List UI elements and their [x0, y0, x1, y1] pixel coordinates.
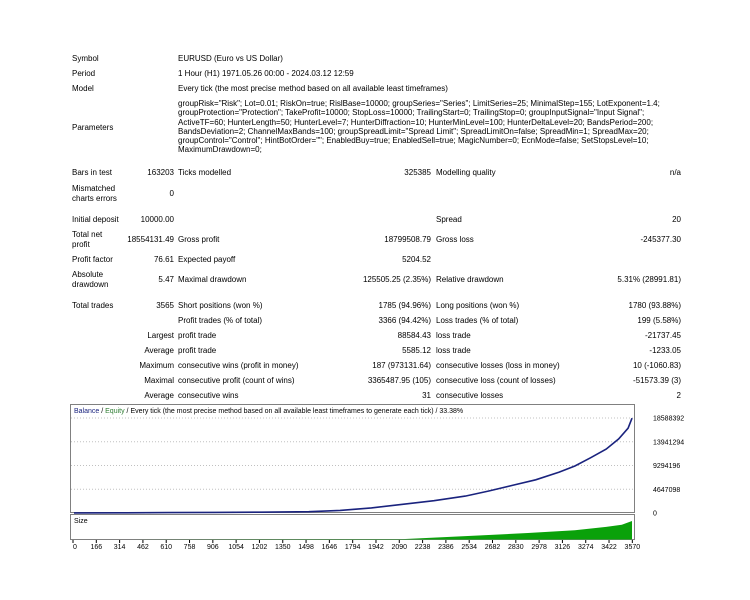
netprofit-value: 18554131.49: [127, 235, 174, 244]
mxl-cl-label: consecutive loss (count of losses): [436, 376, 556, 385]
period-value: 1 Hour (H1) 1971.05.26 00:00 - 2024.03.12 12:59: [178, 69, 354, 78]
reldd-value: 5.31% (28991.81): [617, 275, 681, 284]
netprofit-label-2: profit: [72, 240, 90, 249]
reldd-label: Relative drawdown: [436, 275, 504, 284]
average-pt-value: 5585.12: [402, 346, 431, 355]
parameters-line: groupControl="Control"; HintBotOrder=""; EnabledBuy=true; EnabledSell=true; MagicNumber=0; EcnMode=false; SetStopsLevel=10;: [178, 136, 649, 146]
period-label: Period: [72, 69, 96, 78]
average-label: Average: [144, 346, 174, 355]
ltrades-label: Loss trades (% of total): [436, 316, 519, 325]
x-tick-label: 758: [183, 544, 196, 551]
average-consecutive-label: Average: [144, 391, 174, 400]
long-value: 1780 (93.88%): [628, 301, 681, 310]
largest-lt-value: -21737.45: [644, 331, 681, 340]
bars-value: 163203: [147, 168, 174, 177]
parameters-label: Parameters: [72, 123, 114, 132]
payoff-label: Expected payoff: [178, 255, 236, 264]
avg-cw-label: consecutive wins: [178, 391, 239, 400]
ticks-value: 325385: [404, 168, 431, 177]
x-tick-label: 1794: [344, 544, 361, 551]
x-tick-label: 2090: [391, 544, 408, 551]
grossloss-label: Gross loss: [436, 235, 474, 244]
spread-value: 20: [672, 215, 681, 224]
long-label: Long positions (won %): [436, 301, 520, 310]
max-cl-label: consecutive losses (loss in money): [436, 361, 560, 370]
maximal-label: Maximal: [144, 376, 174, 385]
ltrades-value: 199 (5.58%): [637, 316, 681, 325]
x-tick-label: 610: [160, 544, 173, 551]
maximum-label: Maximum: [139, 361, 174, 370]
x-tick-label: 2386: [438, 544, 454, 551]
mxl-cp-value: 3365487.95 (105): [367, 376, 431, 385]
model-label: Model: [72, 84, 94, 93]
legend-description: / Every tick (the most precise method based on all available least timeframes to generate each tick) / 33.38%: [124, 408, 464, 415]
chart-legend: [74, 408, 463, 415]
trades-label: Total trades: [72, 301, 114, 310]
maxdd-value: 125505.25 (2.35%): [362, 275, 431, 284]
x-tick-label: 166: [90, 544, 103, 551]
mxl-cl-value: -51573.39 (3): [632, 376, 681, 385]
largest-label: Largest: [147, 331, 174, 340]
avg-cw-value: 31: [422, 391, 431, 400]
deposit-value: 10000.00: [140, 215, 174, 224]
deposit-label: Initial deposit: [72, 215, 119, 224]
absdd-label-2: drawdown: [72, 280, 109, 289]
pf-value: 76.61: [153, 255, 174, 264]
short-value: 1785 (94.96%): [378, 301, 431, 310]
x-tick-label: 314: [113, 544, 126, 551]
x-tick-label: 3126: [554, 544, 571, 551]
parameters-line: ActiveTF=60; HunterLength=50; HunterLevel=7; HunterDiffraction=10; HunterMinLevel=100; HunterDeltaLevel=20; BandsPeriod=200;: [178, 117, 654, 127]
x-tick-label: 906: [206, 544, 219, 551]
parameters-value: [178, 99, 688, 155]
largest-lt-label: loss trade: [436, 331, 471, 340]
y-tick-label: 0: [653, 510, 657, 518]
x-tick-label: 2978: [531, 544, 547, 551]
absdd-label: Absolute: [72, 270, 104, 279]
x-tick-label: 2238: [414, 544, 431, 551]
legend-separator: /: [99, 408, 106, 415]
largest-pt-label: profit trade: [178, 331, 217, 340]
ticks-label: Ticks modelled: [178, 168, 232, 177]
grossprofit-value: 18799508.79: [384, 235, 431, 244]
y-tick-label: 18588392: [653, 415, 685, 423]
ptrades-value: 3366 (94.42%): [378, 316, 431, 325]
quality-label: Modelling quality: [436, 168, 496, 177]
x-tick-label: 1054: [228, 544, 244, 551]
x-tick-label: 2830: [508, 544, 524, 551]
spread-label: Spread: [436, 215, 462, 224]
y-tick-label: 9294196: [653, 463, 681, 470]
y-tick-label: 13941294: [653, 439, 685, 447]
legend-equity: Equity: [105, 408, 125, 415]
x-tick-label: 1350: [274, 544, 291, 551]
balance-equity-chart: [70, 404, 690, 556]
quality-value: n/a: [669, 168, 681, 177]
x-tick-label: 0: [73, 544, 77, 551]
parameters-line: groupProtection="Protection"; TakeProfit=10000; StopLoss=10000; TrailingStart=0; TrailingStop=0; groupInputSignal="Input Signal";: [178, 108, 645, 118]
main-plot-frame: [71, 405, 635, 513]
absdd-value: 5.47: [158, 275, 174, 284]
y-axis: [653, 416, 684, 518]
avg-cl-label: consecutive losses: [436, 391, 504, 400]
parameters-line: groupRisk="Risk"; Lot=0.01; RiskOn=true; RislBase=10000; groupSeries="Series"; LimitSeries=25; MinimalStep=155; LotExponent=1.4;: [178, 99, 660, 108]
payoff-value: 5204.52: [402, 255, 431, 264]
x-tick-label: 1498: [298, 544, 314, 551]
x-tick-label: 2534: [461, 544, 477, 551]
x-axis: [73, 540, 640, 551]
y-tick-label: 4647098: [653, 486, 681, 494]
maxdd-label: Maximal drawdown: [178, 275, 247, 284]
max-cw-value: 187 (973131.64): [372, 361, 431, 370]
legend-balance: Balance: [74, 408, 100, 415]
bars-label: Bars in test: [72, 168, 113, 177]
parameters-line: MaximumDrawdown=0;: [178, 145, 262, 155]
grossloss-value: -245377.30: [640, 235, 681, 244]
mismatch-label: Mismatched: [72, 184, 116, 193]
size-label: Size: [74, 518, 88, 525]
mxl-cp-label: consecutive profit (count of wins): [178, 376, 295, 385]
max-cl-value: 10 (-1060.83): [632, 361, 681, 370]
ptrades-label: Profit trades (% of total): [178, 316, 263, 325]
x-tick-label: 2682: [484, 544, 501, 551]
mismatch-value: 0: [169, 189, 174, 198]
trades-value: 3565: [156, 301, 174, 310]
largest-pt-value: 88584.43: [397, 331, 431, 340]
x-tick-label: 3274: [577, 544, 594, 551]
grossprofit-label: Gross profit: [178, 235, 220, 244]
model-value: Every tick (the most precise method based on all available least timeframes): [178, 84, 448, 93]
x-tick-label: 3570: [624, 544, 641, 551]
average-lt-label: loss trade: [436, 346, 471, 355]
avg-cl-value: 2: [676, 391, 681, 400]
max-cw-label: consecutive wins (profit in money): [178, 361, 299, 370]
x-tick-label: 1942: [368, 544, 384, 551]
netprofit-label: Total net: [72, 230, 103, 239]
pf-label: Profit factor: [72, 255, 113, 264]
average-pt-label: profit trade: [178, 346, 217, 355]
symbol-value: EURUSD (Euro vs US Dollar): [178, 54, 283, 63]
short-label: Short positions (won %): [178, 301, 263, 310]
x-tick-label: 3422: [601, 544, 617, 551]
x-tick-label: 1202: [251, 544, 268, 551]
parameters-line: BandsDeviation=2; ChannelMaxBands=100; groupSpreadLimit="Spread Limit"; SpreadLimitOn=false; SpreadMin=1; SpreadMax=20;: [178, 126, 649, 136]
symbol-label: Symbol: [72, 54, 99, 63]
x-tick-label: 1646: [321, 544, 338, 551]
mismatch-label-2: charts errors: [72, 194, 117, 203]
x-tick-label: 462: [137, 544, 149, 551]
average-lt-value: -1233.05: [649, 346, 681, 355]
